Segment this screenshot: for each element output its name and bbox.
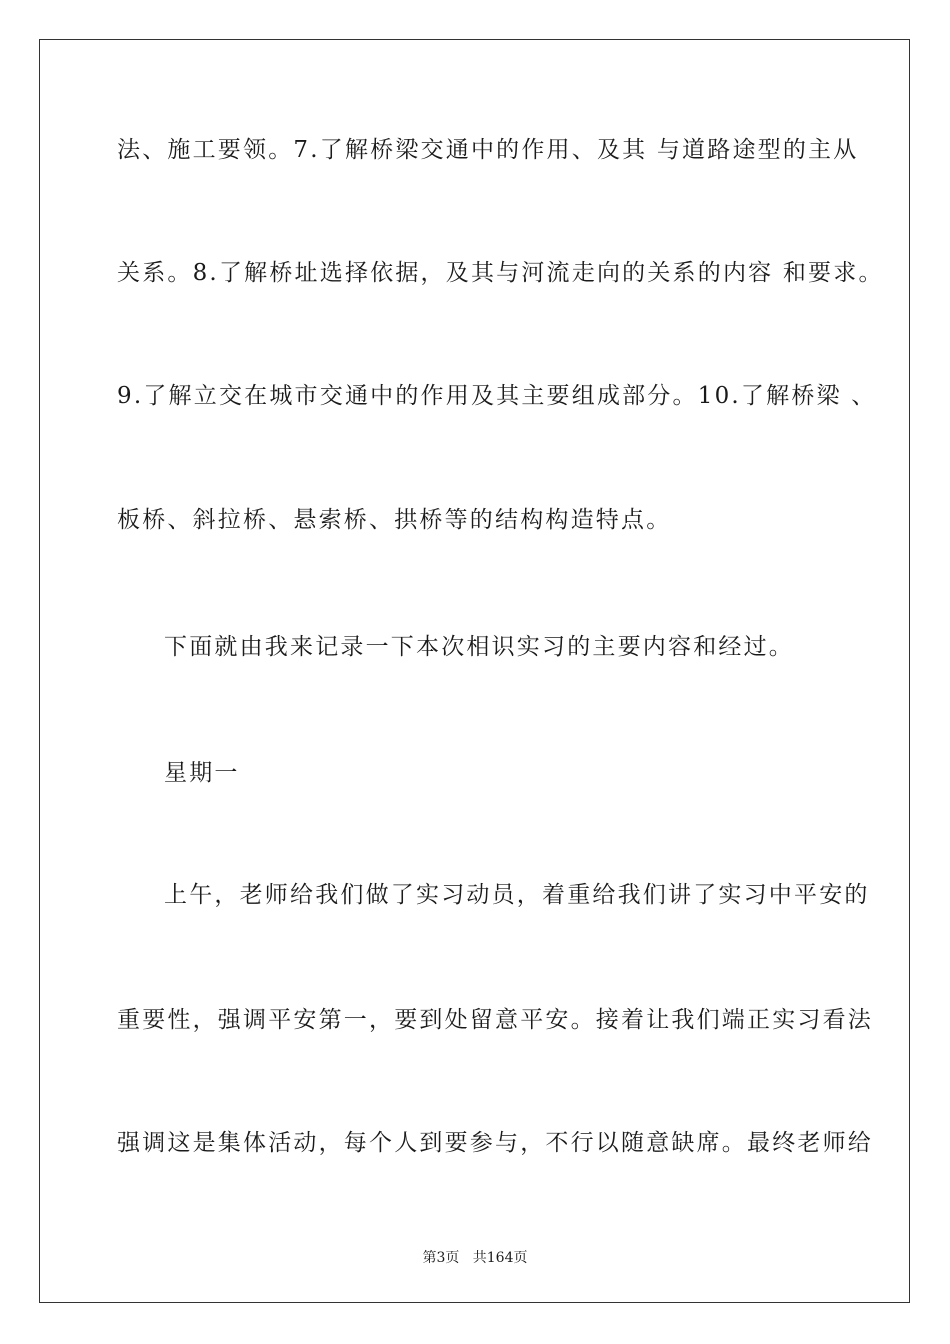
paragraph-line-9: 强调这是集体活动，每个人到要参与，不行以随意缺席。最终老师给 xyxy=(117,1130,873,1156)
paragraph-line-4: 板桥、斜拉桥、悬索桥、拱桥等的结构构造特点。 xyxy=(117,507,672,533)
paragraph-line-3: 9.了解立交在城市交通中的作用及其主要组成部分。10.了解桥梁 、 xyxy=(117,383,877,409)
paragraph-line-1: 法、施工要领。7.了解桥梁交通中的作用、及其 与道路途型的主从 xyxy=(117,137,859,163)
paragraph-line-2: 关系。8.了解桥址选择依据，及其与河流走向的关系的内容 和要求。 xyxy=(117,260,884,286)
paragraph-line-8: 重要性，强调平安第一，要到处留意平安。接着让我们端正实习看法 xyxy=(117,1007,873,1033)
page-border xyxy=(39,39,910,1303)
paragraph-line-7: 上午，老师给我们做了实习动员，着重给我们讲了实习中平安的 xyxy=(164,882,870,908)
section-heading-monday: 星期一 xyxy=(164,760,240,786)
page-footer: 第3页 共164页 xyxy=(422,1250,528,1266)
paragraph-line-5: 下面就由我来记录一下本次相识实习的主要内容和经过。 xyxy=(164,634,794,660)
